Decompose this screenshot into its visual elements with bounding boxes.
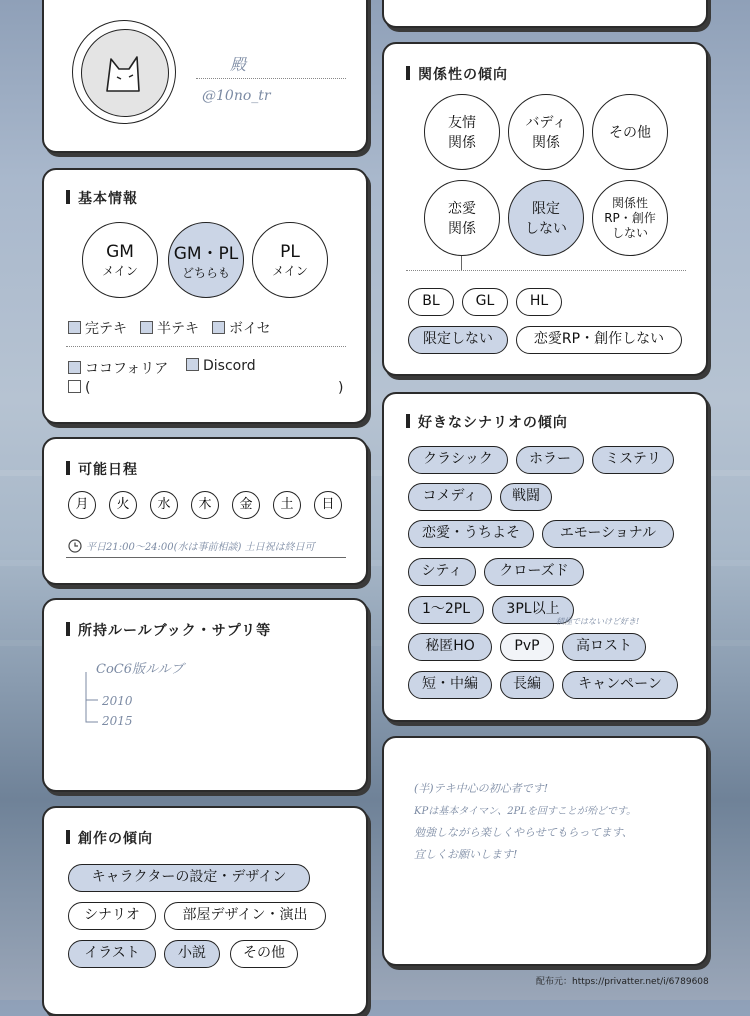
scenario-tag[interactable]: クラシック — [408, 446, 508, 474]
profile-handle: @10no_tr — [202, 88, 271, 104]
creation-tag[interactable]: 部屋デザイン・演出 — [164, 902, 326, 930]
day-tue[interactable]: 火 — [109, 491, 137, 519]
day-mon[interactable]: 月 — [68, 491, 96, 519]
schedule-card — [42, 437, 368, 585]
style-checkbox[interactable]: 半テキ — [140, 318, 199, 338]
day-thu[interactable]: 木 — [191, 491, 219, 519]
scenario-tag[interactable]: クローズド — [484, 558, 584, 586]
scenario-tag[interactable]: 短・中編 — [408, 671, 492, 699]
scenario-tag[interactable]: 3PL以上 — [492, 596, 574, 624]
role-pl[interactable]: PL メイン — [252, 222, 328, 298]
scenario-tag[interactable]: 高ロスト — [562, 633, 646, 661]
basic-info-card — [42, 168, 368, 424]
divider — [66, 346, 346, 347]
relationship-no-rp[interactable]: 関係性 RP・創作 しない — [592, 180, 668, 256]
creation-tag[interactable]: 小説 — [164, 940, 220, 968]
relationship-buddy[interactable]: バディ 関係 — [508, 94, 584, 170]
rulebook-main: CoC6版ルルブ — [96, 662, 184, 677]
relationship-card — [382, 42, 708, 376]
role-gm-pl[interactable]: GM・PL どちらも — [168, 222, 244, 298]
free-text-line: (半)テキ中心の初心者です! — [414, 782, 549, 795]
divider — [406, 270, 686, 271]
rulebook-card — [42, 598, 368, 792]
divider — [66, 557, 346, 558]
style-checkbox[interactable]: ボイセ — [212, 318, 271, 338]
day-sat[interactable]: 土 — [273, 491, 301, 519]
clock-icon — [68, 539, 82, 553]
other-checkbox[interactable]: ( — [68, 380, 90, 396]
relationship-other[interactable]: その他 — [592, 94, 668, 170]
scenario-card — [382, 392, 708, 722]
scenario-tag[interactable]: 恋愛・うちよそ — [408, 520, 534, 548]
scenario-tag[interactable]: キャンペーン — [562, 671, 678, 699]
relationship-tag[interactable]: GL — [462, 288, 508, 316]
free-text-line: 勉強しながら楽しくやらせてもらってます、 — [414, 826, 633, 839]
relationship-tag[interactable]: 限定しない — [408, 326, 508, 354]
connector-line — [461, 256, 462, 270]
top-card — [382, 0, 708, 28]
tool-checkbox[interactable]: ココフォリア — [68, 358, 168, 378]
rulebook-item: 2015 — [102, 714, 133, 728]
rulebook-item: 2010 — [102, 694, 133, 708]
creation-tag[interactable]: イラスト — [68, 940, 156, 968]
creation-tag[interactable]: シナリオ — [68, 902, 156, 930]
scenario-tag[interactable]: エモーショナル — [542, 520, 674, 548]
free-text-line: 宜しくお願いします! — [414, 848, 518, 861]
day-sun[interactable]: 日 — [314, 491, 342, 519]
relationship-unlimited[interactable]: 限定 しない — [508, 180, 584, 256]
role-gm[interactable]: GM メイン — [82, 222, 158, 298]
relationship-romance[interactable]: 恋愛 関係 — [424, 180, 500, 256]
day-fri[interactable]: 金 — [232, 491, 260, 519]
scenario-tag[interactable]: シティ — [408, 558, 476, 586]
free-text-card — [382, 736, 708, 966]
footer-credit: 配布元：https://privatter.net/i/6789608 — [536, 977, 709, 987]
profile-name-suffix: 殿 — [230, 55, 247, 74]
section-title: 好きなシナリオの傾向 — [406, 412, 568, 432]
section-title: 可能日程 — [66, 459, 138, 479]
section-title: 関係性の傾向 — [406, 64, 508, 84]
profile-card — [42, 0, 368, 153]
divider — [196, 78, 346, 79]
relationship-tag[interactable]: BL — [408, 288, 454, 316]
relationship-tag[interactable]: HL — [516, 288, 562, 316]
schedule-note: 平日21:00〜24:00(水は事前相談) 土日祝は終日可 — [86, 542, 315, 553]
day-wed[interactable]: 水 — [150, 491, 178, 519]
scenario-tag[interactable]: ホラー — [516, 446, 584, 474]
relationship-friendship[interactable]: 友情 関係 — [424, 94, 500, 170]
scenario-tag[interactable]: ミステリ — [592, 446, 674, 474]
free-text-line: KPは基本タイマン、2PLを回すことが殆どです。 — [414, 806, 637, 817]
creation-card — [42, 806, 368, 1016]
scenario-tag[interactable]: 長編 — [500, 671, 554, 699]
avatar — [72, 20, 176, 124]
creation-tag[interactable]: その他 — [230, 940, 298, 968]
other-close: ) — [338, 380, 344, 396]
section-title: 基本情報 — [66, 188, 138, 208]
scenario-tag[interactable]: PvP — [500, 633, 554, 661]
scenario-tag[interactable]: 1〜2PL — [408, 596, 484, 624]
relationship-tag[interactable]: 恋愛RP・創作しない — [516, 326, 682, 354]
section-title: 創作の傾向 — [66, 828, 153, 848]
style-checkbox[interactable]: 完テキ — [68, 318, 127, 338]
pvp-note: 積極ではないけど好き! — [556, 617, 640, 626]
fox-icon — [71, 19, 175, 123]
tool-checkbox[interactable]: Discord — [186, 358, 256, 374]
scenario-tag[interactable]: コメディ — [408, 483, 492, 511]
scenario-tag[interactable]: 秘匿HO — [408, 633, 492, 661]
section-title: 所持ルールブック・サプリ等 — [66, 620, 271, 640]
creation-tag[interactable]: キャラクターの設定・デザイン — [68, 864, 310, 892]
scenario-tag[interactable]: 戦闘 — [500, 483, 552, 511]
